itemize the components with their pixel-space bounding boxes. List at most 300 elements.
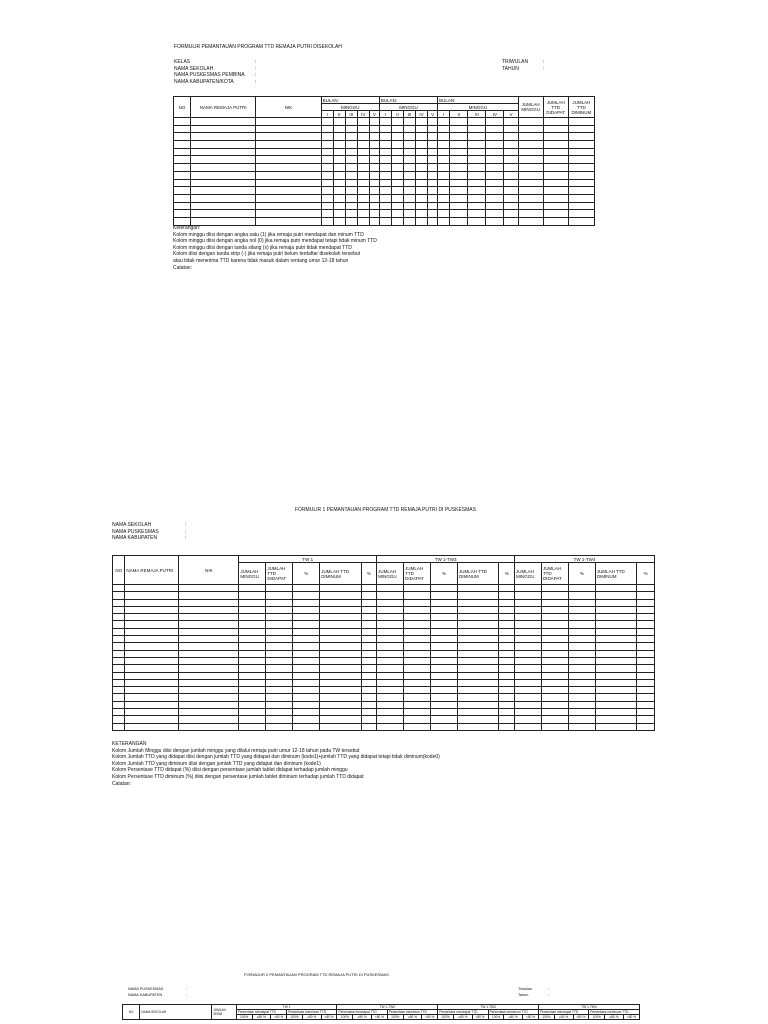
- table-cell[interactable]: [543, 141, 568, 149]
- table-cell[interactable]: [637, 636, 655, 643]
- table-cell[interactable]: [457, 606, 498, 613]
- table-cell[interactable]: [266, 621, 293, 628]
- table-cell[interactable]: [379, 217, 391, 225]
- table-cell[interactable]: [431, 716, 458, 723]
- table-cell[interactable]: [431, 694, 458, 701]
- table-cell[interactable]: [416, 156, 428, 164]
- table-cell[interactable]: [369, 133, 379, 141]
- table-cell[interactable]: [404, 606, 431, 613]
- table-cell[interactable]: [416, 217, 428, 225]
- table-cell[interactable]: [320, 723, 361, 730]
- table-cell[interactable]: [486, 148, 504, 156]
- table-cell[interactable]: [391, 148, 403, 156]
- table-cell[interactable]: [504, 179, 518, 187]
- table-cell[interactable]: [457, 665, 498, 672]
- table-cell[interactable]: [568, 665, 595, 672]
- table-cell[interactable]: [256, 171, 321, 179]
- table-cell[interactable]: [457, 599, 498, 606]
- table-cell[interactable]: [256, 125, 321, 133]
- table-cell[interactable]: [468, 179, 486, 187]
- table-cell[interactable]: [256, 133, 321, 141]
- table-cell[interactable]: [504, 125, 518, 133]
- table-cell[interactable]: [266, 701, 293, 708]
- table-cell[interactable]: [431, 585, 458, 592]
- table-cell[interactable]: [256, 179, 321, 187]
- table-cell[interactable]: [595, 650, 636, 657]
- table-cell[interactable]: [179, 709, 239, 716]
- table-cell[interactable]: [515, 723, 542, 730]
- table-cell[interactable]: [518, 141, 543, 149]
- table-cell[interactable]: [486, 171, 504, 179]
- table-cell[interactable]: [379, 118, 391, 126]
- table-cell[interactable]: [450, 210, 468, 218]
- table-cell[interactable]: [499, 657, 515, 664]
- table-cell[interactable]: [361, 592, 377, 599]
- table-cell[interactable]: [416, 171, 428, 179]
- table-cell[interactable]: [191, 164, 256, 172]
- table-cell[interactable]: [468, 156, 486, 164]
- table-cell[interactable]: [256, 210, 321, 218]
- table-cell[interactable]: [504, 210, 518, 218]
- table-cell[interactable]: [568, 217, 594, 225]
- table-cell[interactable]: [438, 133, 450, 141]
- table-cell[interactable]: [499, 592, 515, 599]
- table-cell[interactable]: [239, 723, 266, 730]
- table-cell[interactable]: [541, 694, 568, 701]
- table-cell[interactable]: [320, 701, 361, 708]
- table-cell[interactable]: [468, 187, 486, 195]
- table-cell[interactable]: [239, 665, 266, 672]
- table-cell[interactable]: [438, 194, 450, 202]
- table-cell[interactable]: [377, 650, 404, 657]
- table-cell[interactable]: [191, 187, 256, 195]
- table-cell[interactable]: [637, 694, 655, 701]
- table-cell[interactable]: [438, 164, 450, 172]
- table-cell[interactable]: [450, 148, 468, 156]
- table-cell[interactable]: [457, 621, 498, 628]
- table-cell[interactable]: [404, 599, 431, 606]
- table-cell[interactable]: [404, 701, 431, 708]
- table-cell[interactable]: [113, 709, 125, 716]
- table-cell[interactable]: [515, 657, 542, 664]
- table-cell[interactable]: [457, 643, 498, 650]
- table-cell[interactable]: [377, 687, 404, 694]
- table-cell[interactable]: [333, 133, 345, 141]
- table-cell[interactable]: [391, 164, 403, 172]
- table-cell[interactable]: [515, 701, 542, 708]
- table-cell[interactable]: [515, 665, 542, 672]
- table-cell[interactable]: [320, 657, 361, 664]
- table-cell[interactable]: [320, 585, 361, 592]
- table-cell[interactable]: [541, 657, 568, 664]
- table-cell[interactable]: [174, 156, 191, 164]
- table-cell[interactable]: [515, 606, 542, 613]
- table-cell[interactable]: [179, 585, 239, 592]
- table-cell[interactable]: [637, 723, 655, 730]
- table-cell[interactable]: [125, 657, 179, 664]
- table-cell[interactable]: [125, 694, 179, 701]
- table-cell[interactable]: [450, 125, 468, 133]
- table-cell[interactable]: [431, 643, 458, 650]
- table-cell[interactable]: [191, 179, 256, 187]
- table-cell[interactable]: [457, 672, 498, 679]
- table-cell[interactable]: [637, 628, 655, 635]
- table-cell[interactable]: [428, 194, 438, 202]
- table-cell[interactable]: [595, 701, 636, 708]
- table-cell[interactable]: [450, 217, 468, 225]
- table-cell[interactable]: [391, 141, 403, 149]
- table-cell[interactable]: [568, 179, 594, 187]
- table-cell[interactable]: [174, 164, 191, 172]
- table-cell[interactable]: [391, 133, 403, 141]
- table-cell[interactable]: [179, 643, 239, 650]
- table-cell[interactable]: [403, 133, 415, 141]
- table-cell[interactable]: [450, 156, 468, 164]
- table-cell[interactable]: [499, 599, 515, 606]
- table-cell[interactable]: [266, 716, 293, 723]
- table-cell[interactable]: [357, 141, 369, 149]
- table-cell[interactable]: [266, 709, 293, 716]
- table-cell[interactable]: [499, 636, 515, 643]
- table-cell[interactable]: [404, 687, 431, 694]
- table-cell[interactable]: [499, 679, 515, 686]
- table-cell[interactable]: [568, 709, 595, 716]
- table-cell[interactable]: [391, 125, 403, 133]
- table-cell[interactable]: [239, 606, 266, 613]
- table-cell[interactable]: [543, 217, 568, 225]
- table-cell[interactable]: [499, 694, 515, 701]
- table-cell[interactable]: [179, 694, 239, 701]
- table-cell[interactable]: [515, 599, 542, 606]
- table-cell[interactable]: [191, 133, 256, 141]
- table-cell[interactable]: [333, 164, 345, 172]
- table-cell[interactable]: [345, 164, 357, 172]
- table-cell[interactable]: [379, 171, 391, 179]
- table-cell[interactable]: [191, 141, 256, 149]
- table-cell[interactable]: [595, 679, 636, 686]
- table-cell[interactable]: [239, 599, 266, 606]
- table-cell[interactable]: [499, 606, 515, 613]
- table-cell[interactable]: [361, 621, 377, 628]
- table-cell[interactable]: [266, 606, 293, 613]
- table-cell[interactable]: [266, 723, 293, 730]
- table-cell[interactable]: [266, 636, 293, 643]
- table-cell[interactable]: [256, 156, 321, 164]
- table-cell[interactable]: [450, 202, 468, 210]
- table-cell[interactable]: [403, 118, 415, 126]
- table-cell[interactable]: [499, 650, 515, 657]
- table-cell[interactable]: [568, 679, 595, 686]
- table-cell[interactable]: [321, 125, 333, 133]
- table-cell[interactable]: [595, 687, 636, 694]
- table-cell[interactable]: [568, 187, 594, 195]
- table-cell[interactable]: [518, 171, 543, 179]
- table-cell[interactable]: [543, 210, 568, 218]
- table-cell[interactable]: [369, 156, 379, 164]
- table-cell[interactable]: [595, 606, 636, 613]
- table-cell[interactable]: [125, 679, 179, 686]
- table-cell[interactable]: [568, 672, 595, 679]
- table-cell[interactable]: [431, 628, 458, 635]
- table-cell[interactable]: [357, 133, 369, 141]
- table-cell[interactable]: [637, 599, 655, 606]
- table-cell[interactable]: [179, 672, 239, 679]
- table-cell[interactable]: [239, 679, 266, 686]
- table-cell[interactable]: [468, 125, 486, 133]
- table-cell[interactable]: [450, 187, 468, 195]
- table-cell[interactable]: [256, 148, 321, 156]
- table-cell[interactable]: [468, 217, 486, 225]
- table-cell[interactable]: [515, 643, 542, 650]
- table-cell[interactable]: [403, 217, 415, 225]
- table-cell[interactable]: [404, 694, 431, 701]
- table-cell[interactable]: [345, 141, 357, 149]
- table-cell[interactable]: [416, 202, 428, 210]
- table-cell[interactable]: [369, 187, 379, 195]
- table-cell[interactable]: [113, 687, 125, 694]
- table-cell[interactable]: [179, 650, 239, 657]
- table-cell[interactable]: [174, 148, 191, 156]
- table-cell[interactable]: [504, 148, 518, 156]
- table-cell[interactable]: [239, 716, 266, 723]
- table-cell[interactable]: [403, 156, 415, 164]
- table-cell[interactable]: [377, 709, 404, 716]
- table-cell[interactable]: [320, 687, 361, 694]
- table-cell[interactable]: [518, 133, 543, 141]
- table-cell[interactable]: [179, 621, 239, 628]
- table-cell[interactable]: [541, 650, 568, 657]
- table-cell[interactable]: [404, 628, 431, 635]
- table-cell[interactable]: [518, 164, 543, 172]
- table-cell[interactable]: [321, 156, 333, 164]
- table-cell[interactable]: [125, 636, 179, 643]
- table-cell[interactable]: [431, 621, 458, 628]
- table-cell[interactable]: [333, 210, 345, 218]
- table-cell[interactable]: [361, 679, 377, 686]
- table-cell[interactable]: [637, 665, 655, 672]
- table-cell[interactable]: [568, 606, 595, 613]
- table-cell[interactable]: [541, 643, 568, 650]
- table-cell[interactable]: [125, 599, 179, 606]
- table-cell[interactable]: [256, 217, 321, 225]
- table-cell[interactable]: [416, 118, 428, 126]
- table-cell[interactable]: [450, 164, 468, 172]
- table-cell[interactable]: [369, 141, 379, 149]
- table-cell[interactable]: [637, 657, 655, 664]
- table-cell[interactable]: [568, 694, 595, 701]
- table-cell[interactable]: [568, 148, 594, 156]
- table-cell[interactable]: [518, 179, 543, 187]
- table-cell[interactable]: [239, 709, 266, 716]
- table-cell[interactable]: [416, 164, 428, 172]
- table-cell[interactable]: [333, 202, 345, 210]
- table-cell[interactable]: [486, 164, 504, 172]
- table-cell[interactable]: [504, 164, 518, 172]
- table-cell[interactable]: [543, 194, 568, 202]
- table-cell[interactable]: [438, 210, 450, 218]
- table-cell[interactable]: [113, 679, 125, 686]
- table-cell[interactable]: [595, 592, 636, 599]
- table-cell[interactable]: [174, 194, 191, 202]
- table-cell[interactable]: [499, 628, 515, 635]
- table-cell[interactable]: [379, 202, 391, 210]
- table-cell[interactable]: [293, 665, 320, 672]
- table-cell[interactable]: [438, 148, 450, 156]
- table-cell[interactable]: [179, 665, 239, 672]
- table-cell[interactable]: [568, 614, 595, 621]
- table-cell[interactable]: [191, 156, 256, 164]
- table-cell[interactable]: [457, 592, 498, 599]
- table-cell[interactable]: [377, 665, 404, 672]
- table-cell[interactable]: [369, 194, 379, 202]
- table-cell[interactable]: [431, 679, 458, 686]
- table-cell[interactable]: [125, 716, 179, 723]
- table-cell[interactable]: [541, 636, 568, 643]
- table-cell[interactable]: [637, 687, 655, 694]
- table-cell[interactable]: [515, 687, 542, 694]
- table-cell[interactable]: [457, 701, 498, 708]
- table-cell[interactable]: [113, 716, 125, 723]
- table-cell[interactable]: [457, 687, 498, 694]
- table-cell[interactable]: [293, 614, 320, 621]
- table-cell[interactable]: [361, 701, 377, 708]
- table-cell[interactable]: [568, 133, 594, 141]
- table-cell[interactable]: [361, 636, 377, 643]
- table-cell[interactable]: [361, 643, 377, 650]
- table-cell[interactable]: [113, 650, 125, 657]
- table-cell[interactable]: [293, 621, 320, 628]
- table-cell[interactable]: [468, 202, 486, 210]
- table-cell[interactable]: [320, 636, 361, 643]
- table-cell[interactable]: [457, 716, 498, 723]
- table-cell[interactable]: [515, 694, 542, 701]
- table-cell[interactable]: [428, 171, 438, 179]
- table-cell[interactable]: [239, 657, 266, 664]
- table-cell[interactable]: [416, 141, 428, 149]
- table-cell[interactable]: [543, 148, 568, 156]
- table-cell[interactable]: [541, 614, 568, 621]
- table-cell[interactable]: [293, 723, 320, 730]
- table-cell[interactable]: [361, 723, 377, 730]
- table-cell[interactable]: [416, 194, 428, 202]
- table-cell[interactable]: [239, 694, 266, 701]
- table-cell[interactable]: [404, 621, 431, 628]
- table-cell[interactable]: [379, 148, 391, 156]
- table-cell[interactable]: [266, 585, 293, 592]
- table-cell[interactable]: [568, 194, 594, 202]
- table-cell[interactable]: [379, 179, 391, 187]
- table-cell[interactable]: [637, 709, 655, 716]
- table-cell[interactable]: [457, 694, 498, 701]
- table-cell[interactable]: [361, 657, 377, 664]
- table-cell[interactable]: [191, 171, 256, 179]
- table-cell[interactable]: [357, 179, 369, 187]
- table-cell[interactable]: [468, 148, 486, 156]
- table-cell[interactable]: [515, 614, 542, 621]
- table-cell[interactable]: [377, 614, 404, 621]
- table-cell[interactable]: [125, 723, 179, 730]
- table-cell[interactable]: [369, 179, 379, 187]
- table-cell[interactable]: [256, 118, 321, 126]
- table-cell[interactable]: [345, 133, 357, 141]
- table-cell[interactable]: [403, 179, 415, 187]
- table-cell[interactable]: [568, 141, 594, 149]
- table-cell[interactable]: [361, 694, 377, 701]
- table-cell[interactable]: [174, 133, 191, 141]
- table-cell[interactable]: [125, 606, 179, 613]
- table-cell[interactable]: [541, 679, 568, 686]
- table-cell[interactable]: [595, 716, 636, 723]
- table-cell[interactable]: [595, 694, 636, 701]
- table-cell[interactable]: [361, 687, 377, 694]
- table-cell[interactable]: [174, 118, 191, 126]
- table-cell[interactable]: [468, 118, 486, 126]
- table-cell[interactable]: [113, 592, 125, 599]
- table-cell[interactable]: [361, 585, 377, 592]
- table-cell[interactable]: [518, 118, 543, 126]
- table-cell[interactable]: [357, 156, 369, 164]
- table-cell[interactable]: [499, 687, 515, 694]
- table-cell[interactable]: [377, 716, 404, 723]
- table-cell[interactable]: [333, 171, 345, 179]
- table-cell[interactable]: [179, 687, 239, 694]
- table-cell[interactable]: [377, 621, 404, 628]
- table-cell[interactable]: [266, 650, 293, 657]
- table-cell[interactable]: [256, 141, 321, 149]
- table-cell[interactable]: [391, 118, 403, 126]
- table-cell[interactable]: [568, 171, 594, 179]
- table-cell[interactable]: [541, 687, 568, 694]
- table-cell[interactable]: [637, 716, 655, 723]
- table-cell[interactable]: [486, 217, 504, 225]
- table-cell[interactable]: [428, 179, 438, 187]
- table-cell[interactable]: [345, 148, 357, 156]
- table-cell[interactable]: [179, 716, 239, 723]
- table-cell[interactable]: [595, 723, 636, 730]
- table-cell[interactable]: [431, 723, 458, 730]
- table-cell[interactable]: [379, 210, 391, 218]
- table-cell[interactable]: [486, 133, 504, 141]
- table-cell[interactable]: [504, 118, 518, 126]
- table-cell[interactable]: [431, 614, 458, 621]
- table-cell[interactable]: [518, 125, 543, 133]
- table-cell[interactable]: [543, 133, 568, 141]
- table-cell[interactable]: [293, 636, 320, 643]
- table-cell[interactable]: [361, 628, 377, 635]
- table-cell[interactable]: [391, 194, 403, 202]
- table-cell[interactable]: [595, 709, 636, 716]
- table-cell[interactable]: [468, 171, 486, 179]
- table-cell[interactable]: [125, 650, 179, 657]
- table-cell[interactable]: [568, 164, 594, 172]
- table-cell[interactable]: [379, 187, 391, 195]
- table-cell[interactable]: [239, 643, 266, 650]
- table-cell[interactable]: [293, 694, 320, 701]
- table-cell[interactable]: [438, 156, 450, 164]
- table-cell[interactable]: [543, 179, 568, 187]
- table-cell[interactable]: [428, 156, 438, 164]
- table-cell[interactable]: [293, 657, 320, 664]
- table-cell[interactable]: [391, 156, 403, 164]
- table-cell[interactable]: [450, 133, 468, 141]
- table-cell[interactable]: [357, 125, 369, 133]
- table-cell[interactable]: [266, 672, 293, 679]
- table-cell[interactable]: [179, 614, 239, 621]
- table-cell[interactable]: [428, 187, 438, 195]
- table-cell[interactable]: [361, 665, 377, 672]
- table-cell[interactable]: [541, 599, 568, 606]
- table-cell[interactable]: [486, 125, 504, 133]
